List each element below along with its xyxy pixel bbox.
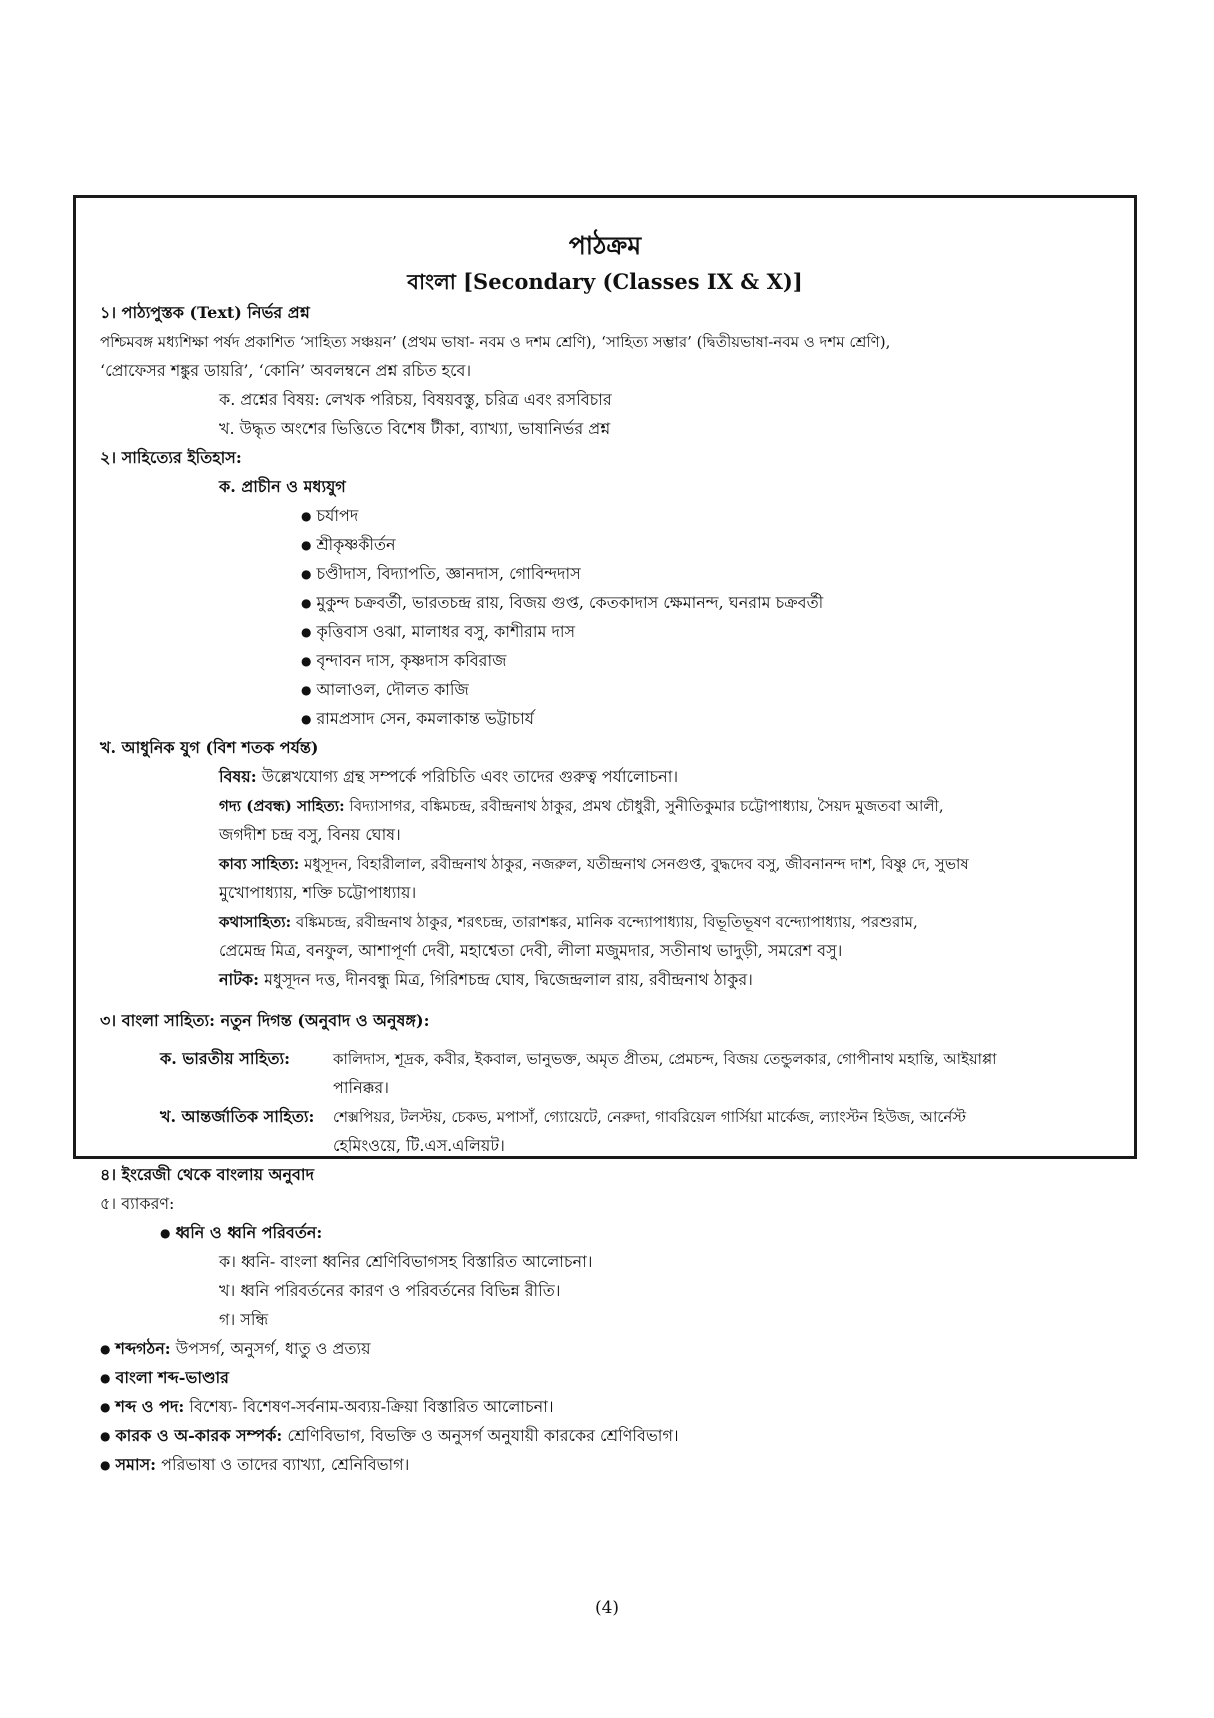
list-item: ● বৃন্দাবন দাস, কৃষ্ণদাস কবিরাজ — [301, 650, 506, 673]
section-1-item-ka: ক. প্রশ্নের বিষয়: লেখক পরিচয়, বিষয়বস্তু, চরিত্র এবং রসবিচার — [219, 390, 612, 409]
indian-literature-text: কালিদাস, শূদ্রক, কবীর, ইকবাল, ভানুভক্ত, অমৃত প্রীতম, প্রেমচন্দ, বিজয় তেন্ডুলকার, গোপীনাথ মহান্তি, আইয়াপ্পা — [333, 1050, 997, 1068]
page-title: পাঠক্রম — [568, 231, 642, 260]
section-1-heading: ১। পাঠ্যপুস্তক (Text) নির্ভর প্রশ্ন — [100, 303, 310, 322]
section-2-kha-heading: খ. আধুনিক যুগ (বিশ শতক পর্যন্ত) — [100, 738, 319, 757]
word-formation-label: শব্দগঠন: — [115, 1339, 171, 1358]
phonetics-heading: ● ধ্বনি ও ধ্বনি পরিবর্তন: — [160, 1222, 322, 1245]
international-literature-text: শেক্সপিয়র, টলস্টয়, চেকভ, মপাসাঁ, গ্যোয়েটে, নেরুদা, গাবরিয়েল গার্সিয়া মার্কেজ, ল্যাংস্টন হিউজ, আর্নেস্ট — [333, 1108, 966, 1126]
section-4-heading: ৪। ইংরেজী থেকে বাংলায় অনুবাদ — [100, 1165, 314, 1184]
international-literature-label: খ. আন্তর্জাতিক সাহিত্য: — [160, 1107, 315, 1126]
case-relation-line — [100, 1425, 679, 1448]
list-item: ● চণ্ডীদাস, বিদ্যাপতি, জ্ঞানদাস, গোবিন্দদাস — [301, 563, 581, 586]
poetry-literature-text: মধুসূদন, বিহারীলাল, রবীন্দ্রনাথ ঠাকুর, নজরুল, যতীন্দ্রনাথ সেনগুপ্ত, বুদ্ধদেব বসু, জীবনানন্দ দাশ, বিষ্ণু দে, সুভাষ — [299, 855, 969, 873]
word-and-parts-text: বিশেষ্য- বিশেষণ-সর্বনাম-অব্যয়-ক্রিয়া বিস্তারিত আলোচনা। — [184, 1397, 554, 1416]
section-1-text-line-1: পশ্চিমবঙ্গ মধ্যশিক্ষা পর্ষদ প্রকাশিত ‘সাহিত্য সঞ্চয়ন’ (প্রথম ভাষা- নবম ও দশম শ্রেণি), ‘সাহিত্য সম্ভার’ (দ্বিতীয়ভাষা-নবম ও দশম শ্রেণি), — [100, 333, 891, 351]
word-formation-text: উপসর্গ, অনুসর্গ, ধাতু ও প্রত্যয় — [170, 1339, 371, 1358]
section-1-item-kha: খ. উদ্ধৃত অংশের ভিত্তিতে বিশেষ টীকা, ব্যাখ্যা, ভাষানির্ভর প্রশ্ন — [219, 419, 611, 438]
prose-literature-line-2: জগদীশ চন্দ্র বসু, বিনয় ঘোষ। — [219, 825, 401, 844]
syllabus-frame — [73, 195, 1137, 1474]
compound-line — [100, 1454, 409, 1477]
indian-literature-text-2: পানিক্কর। — [333, 1078, 389, 1097]
drama-label: নাটক: — [219, 970, 260, 989]
case-relation-text: শ্রেণিবিভাগ, বিভক্তি ও অনুসর্গ অনুযায়ী কারকের শ্রেণিবিভাগ। — [282, 1426, 679, 1445]
drama-text: মধুসূদন দত্ত, দীনবন্ধু মিত্র, গিরিশচন্দ্র ঘোষ, দ্বিজেন্দ্রলাল রায়, রবীন্দ্রনাথ ঠাকুর। — [259, 970, 753, 989]
word-formation-line — [100, 1338, 371, 1361]
phonetics-item: গ। সন্ধি — [219, 1310, 269, 1329]
prose-literature-line — [219, 795, 944, 817]
word-and-parts-line — [100, 1396, 554, 1419]
phonetics-item: খ। ধ্বনি পরিবর্তনের কারণ ও পরিবর্তনের বিভিন্ন রীতি। — [219, 1281, 561, 1300]
fiction-literature-text: বঙ্কিমচন্দ্র, রবীন্দ্রনাথ ঠাকুর, শরৎচন্দ্র, তারাশঙ্কর, মানিক বন্দ্যোপাধ্যায়, বিভূতিভূষণ বন্দ্যোপাধ্যায়, পরশুরাম, — [291, 913, 918, 931]
list-item: ● মুকুন্দ চক্রবর্তী, ভারতচন্দ্র রায়, বিজয় গুপ্ত, কেতকাদাস ক্ষেমানন্দ, ঘনরাম চক্রবর্তী — [301, 592, 823, 615]
compound-text: পরিভাষা ও তাদের ব্যাখ্যা, শ্রেনিবিভাগ। — [156, 1455, 410, 1474]
vocabulary-line: ● বাংলা শব্দ-ভাণ্ডার — [100, 1367, 229, 1390]
fiction-literature-line — [219, 911, 918, 933]
international-literature-text-2: হেমিংওয়ে, টি.এস.এলিয়ট। — [333, 1136, 505, 1155]
section-2-ka-heading: ক. প্রাচীন ও মধ্যযুগ — [219, 477, 346, 496]
indian-literature-label: ক. ভারতীয় সাহিত্য: — [160, 1049, 291, 1068]
word-and-parts-label: শব্দ ও পদ: — [115, 1397, 185, 1416]
list-item: ● আলাওল, দৌলত কাজি — [301, 679, 469, 702]
prose-literature-label: গদ্য (প্রবন্ধ) সাহিত্য: — [219, 797, 345, 815]
poetry-literature-label: কাব্য সাহিত্য: — [219, 855, 300, 873]
fiction-literature-label: কথাসাহিত্য: — [219, 913, 292, 931]
list-item: ● কৃত্তিবাস ওঝা, মালাধর বসু, কাশীরাম দাস — [301, 621, 575, 644]
list-item: ● শ্রীকৃষ্ণকীর্তন — [301, 534, 396, 557]
list-item: ● চর্যাপদ — [301, 505, 358, 528]
prose-literature-text: বিদ্যাসাগর, বঙ্কিমচন্দ্র, রবীন্দ্রনাথ ঠাকুর, প্রমথ চৌধুরী, সুনীতিকুমার চট্টোপাধ্যায়, সৈয়দ মুজতবা আলী, — [344, 797, 944, 815]
subject-label: বিষয়: — [219, 767, 257, 786]
section-3-heading: ৩। বাংলা সাহিত্য: নতুন দিগন্ত (অনুবাদ ও অনুষঙ্গ): — [100, 1011, 430, 1030]
subject-text: উল্লেখযোগ্য গ্রন্থ সম্পর্কে পরিচিতি এবং তাদের গুরুত্ব পর্যালোচনা। — [256, 767, 679, 786]
fiction-literature-line-2: প্রেমেন্দ্র মিত্র, বনফুল, আশাপূর্ণা দেবী, মহাশ্বেতা দেবী, লীলা মজুমদার, সতীনাথ ভাদুড়ী, সমরেশ বসু। — [219, 941, 843, 960]
section-1-text-line-2: ‘প্রোফেসর শঙ্কুর ডায়রি’, ‘কোনি’ অবলম্বনে প্রশ্ন রচিত হবে। — [100, 361, 472, 380]
phonetics-item: ক। ধ্বনি- বাংলা ধ্বনির শ্রেণিবিভাগসহ বিস্তারিত আলোচনা। — [219, 1252, 593, 1271]
compound-label: সমাস: — [115, 1455, 157, 1474]
list-item: ● রামপ্রসাদ সেন, কমলাকান্ত ভট্টাচার্য — [301, 708, 534, 731]
page-number: (4) — [594, 1598, 620, 1618]
section-5-heading: ৫। ব্যাকরণ: — [100, 1194, 175, 1213]
poetry-literature-line-2: মুখোপাধ্যায়, শক্তি চট্টোপাধ্যায়। — [219, 883, 417, 902]
poetry-literature-line — [219, 853, 969, 875]
case-relation-label: কারক ও অ-কারক সম্পর্ক: — [115, 1426, 283, 1445]
section-2-heading: ২। সাহিত্যের ইতিহাস: — [100, 448, 242, 467]
drama-line — [219, 969, 753, 991]
subject-line — [219, 766, 678, 788]
page-subtitle: বাংলা [Secondary (Classes IX & X)] — [407, 269, 803, 294]
